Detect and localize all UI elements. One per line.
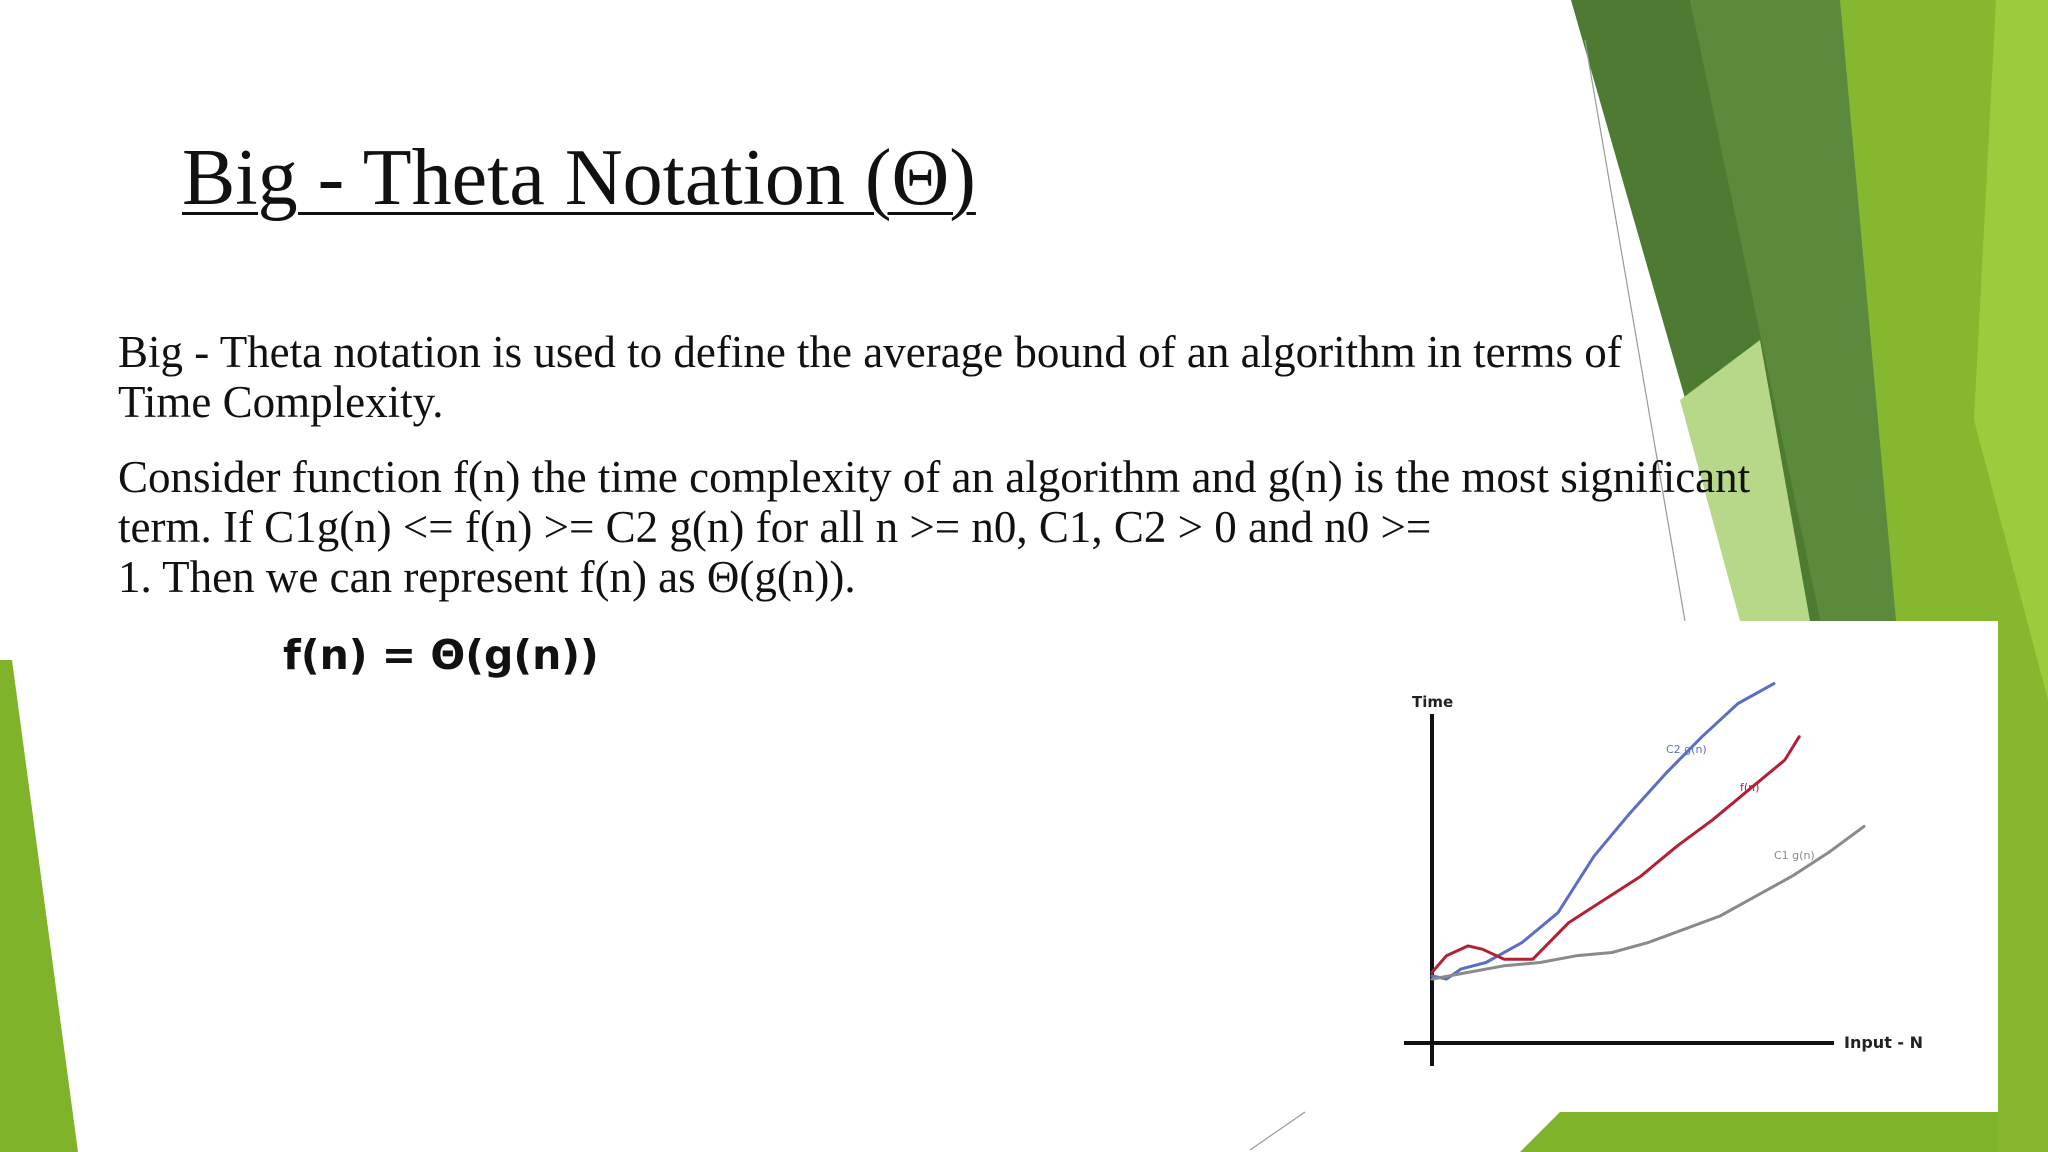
definition-paragraph <box>118 327 1622 427</box>
theta-graph <box>1344 621 1998 1112</box>
slide-title: Big - Theta Notation (Θ) <box>182 134 976 222</box>
condition-line-3: 1. Then we can represent f(n) as Θ(g(n)). <box>118 552 856 602</box>
deco-thin-line-bottom <box>1250 1112 1305 1150</box>
deco-ribbon-lower <box>1520 1112 1998 1152</box>
condition-paragraph <box>118 452 1750 602</box>
series-label-c1: C1 g(n) <box>1774 849 1815 862</box>
series-label-f: f(n) <box>1740 781 1760 794</box>
definition-line-2: Time Complexity. <box>118 377 444 427</box>
condition-line-2: term. If C1g(n) <= f(n) >= C2 g(n) for all n >= n0, C1, C2 > 0 and n0 >= <box>118 502 1432 552</box>
series-line-f-n <box>1432 737 1799 973</box>
series-line-c2-g-n <box>1432 684 1774 980</box>
condition-line-1: Consider function f(n) the time complexity of an algorithm and g(n) is the most significant <box>118 452 1751 502</box>
y-axis-label: Time <box>1412 693 1454 711</box>
deco-left-bar <box>0 660 78 1152</box>
definition-line-1: Big - Theta notation is used to define the average bound of an algorithm in terms of <box>118 327 1622 377</box>
series-label-c2: C2 g(n) <box>1666 743 1707 756</box>
theta-formula: f(n) = Θ(g(n)) <box>283 631 599 679</box>
x-axis-label: Input - N <box>1844 1033 1924 1052</box>
